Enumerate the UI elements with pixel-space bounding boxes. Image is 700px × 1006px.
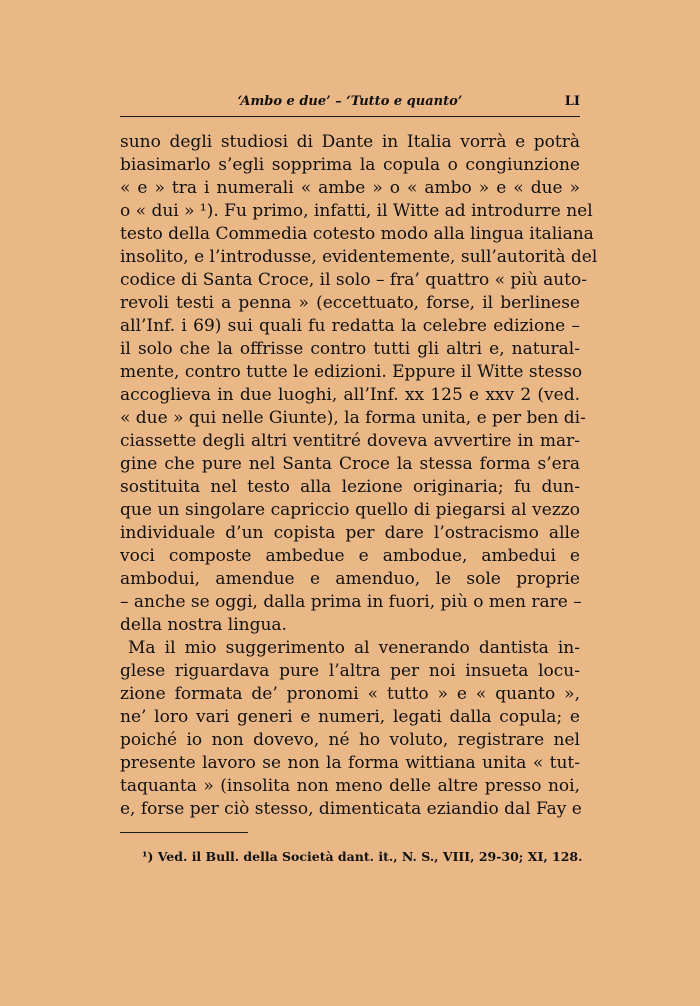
header-rule xyxy=(120,116,580,117)
text-line: ne’ loro vari generi e numeri, legati dalla copula; e xyxy=(120,707,580,727)
running-title: ‘Ambo e due’ – ‘Tutto e quanto’ xyxy=(237,94,463,109)
text-line: revoli testi a penna » (eccettuato, forse, il berlinese xyxy=(120,293,580,313)
text-line: ciassette degli altri ventitré doveva avvertire in mar- xyxy=(120,431,580,451)
text-line: « e » tra i numerali « ambe » o « ambo » e « due » xyxy=(120,178,580,198)
text-line: il solo che la offrisse contro tutti gli altri e, natural- xyxy=(120,339,580,359)
text-line: ambodui, amendue e amenduo, le sole proprie xyxy=(120,569,580,589)
text-line: que un singolare capriccio quello di piegarsi al vezzo xyxy=(120,500,580,520)
text-line: testo della Commedia cotesto modo alla lingua italiana xyxy=(120,224,594,244)
footnote-rule xyxy=(120,832,248,833)
text-line: presente lavoro se non la forma wittiana unita « tut- xyxy=(120,753,580,773)
body-text xyxy=(120,131,598,821)
text-line: insolito, e l’introdusse, evidentemente, sull’autorità del xyxy=(120,247,598,267)
text-line: individuale d’un copista per dare l’ostracismo alle xyxy=(120,523,580,543)
text-line: poiché io non dovevo, né ho voluto, registrare nel xyxy=(120,730,580,750)
text-line: gine che pure nel Santa Croce la stessa forma s’era xyxy=(120,454,580,474)
text-line: glese riguardava pure l’altra per noi insueta locu- xyxy=(120,661,580,681)
text-line: e, forse per ciò stesso, dimenticata eziandio dal Fay e xyxy=(120,799,582,819)
text-line: all’Inf. i 69) sui quali fu redatta la celebre edizione – xyxy=(120,316,580,336)
text-line: della nostra lingua. xyxy=(120,615,287,635)
text-line: mente, contro tutte le edizioni. Eppure il Witte stesso xyxy=(120,362,583,382)
text-line: accoglieva in due luoghi, all’Inf. xx 125 e xxv 2 (ved. xyxy=(120,385,580,405)
text-line: codice di Santa Croce, il solo – fra’ quattro « più auto- xyxy=(120,270,587,290)
text-line: « due » qui nelle Giunte), la forma unita, e per ben di- xyxy=(120,408,586,428)
text-line: taquanta » (insolita non meno delle altre presso noi, xyxy=(120,776,580,796)
text-line: o « dui » ¹). Fu primo, infatti, il Witte ad introdurre nel xyxy=(120,201,593,221)
text-line: – anche se oggi, dalla prima in fuori, più o men rare – xyxy=(120,592,582,612)
footnote: ¹) Ved. il Bull. della Società dant. it., N. S., VIII, 29-30; XI, 128. xyxy=(142,849,583,864)
paragraph-start-line: Ma il mio suggerimento al venerando dantista in- xyxy=(128,638,580,658)
text-line: biasimarlo s’egli sopprima la copula o congiunzione xyxy=(120,155,580,175)
text-line: zione formata de’ pronomi « tutto » e « quanto », xyxy=(120,684,580,704)
text-line: suno degli studiosi di Dante in Italia vorrà e potrà xyxy=(120,132,580,152)
text-line: sostituita nel testo alla lezione originaria; fu dun- xyxy=(120,477,580,497)
text-line: voci composte ambedue e ambodue, ambedui e xyxy=(120,546,580,566)
page-number: LI xyxy=(564,94,580,109)
